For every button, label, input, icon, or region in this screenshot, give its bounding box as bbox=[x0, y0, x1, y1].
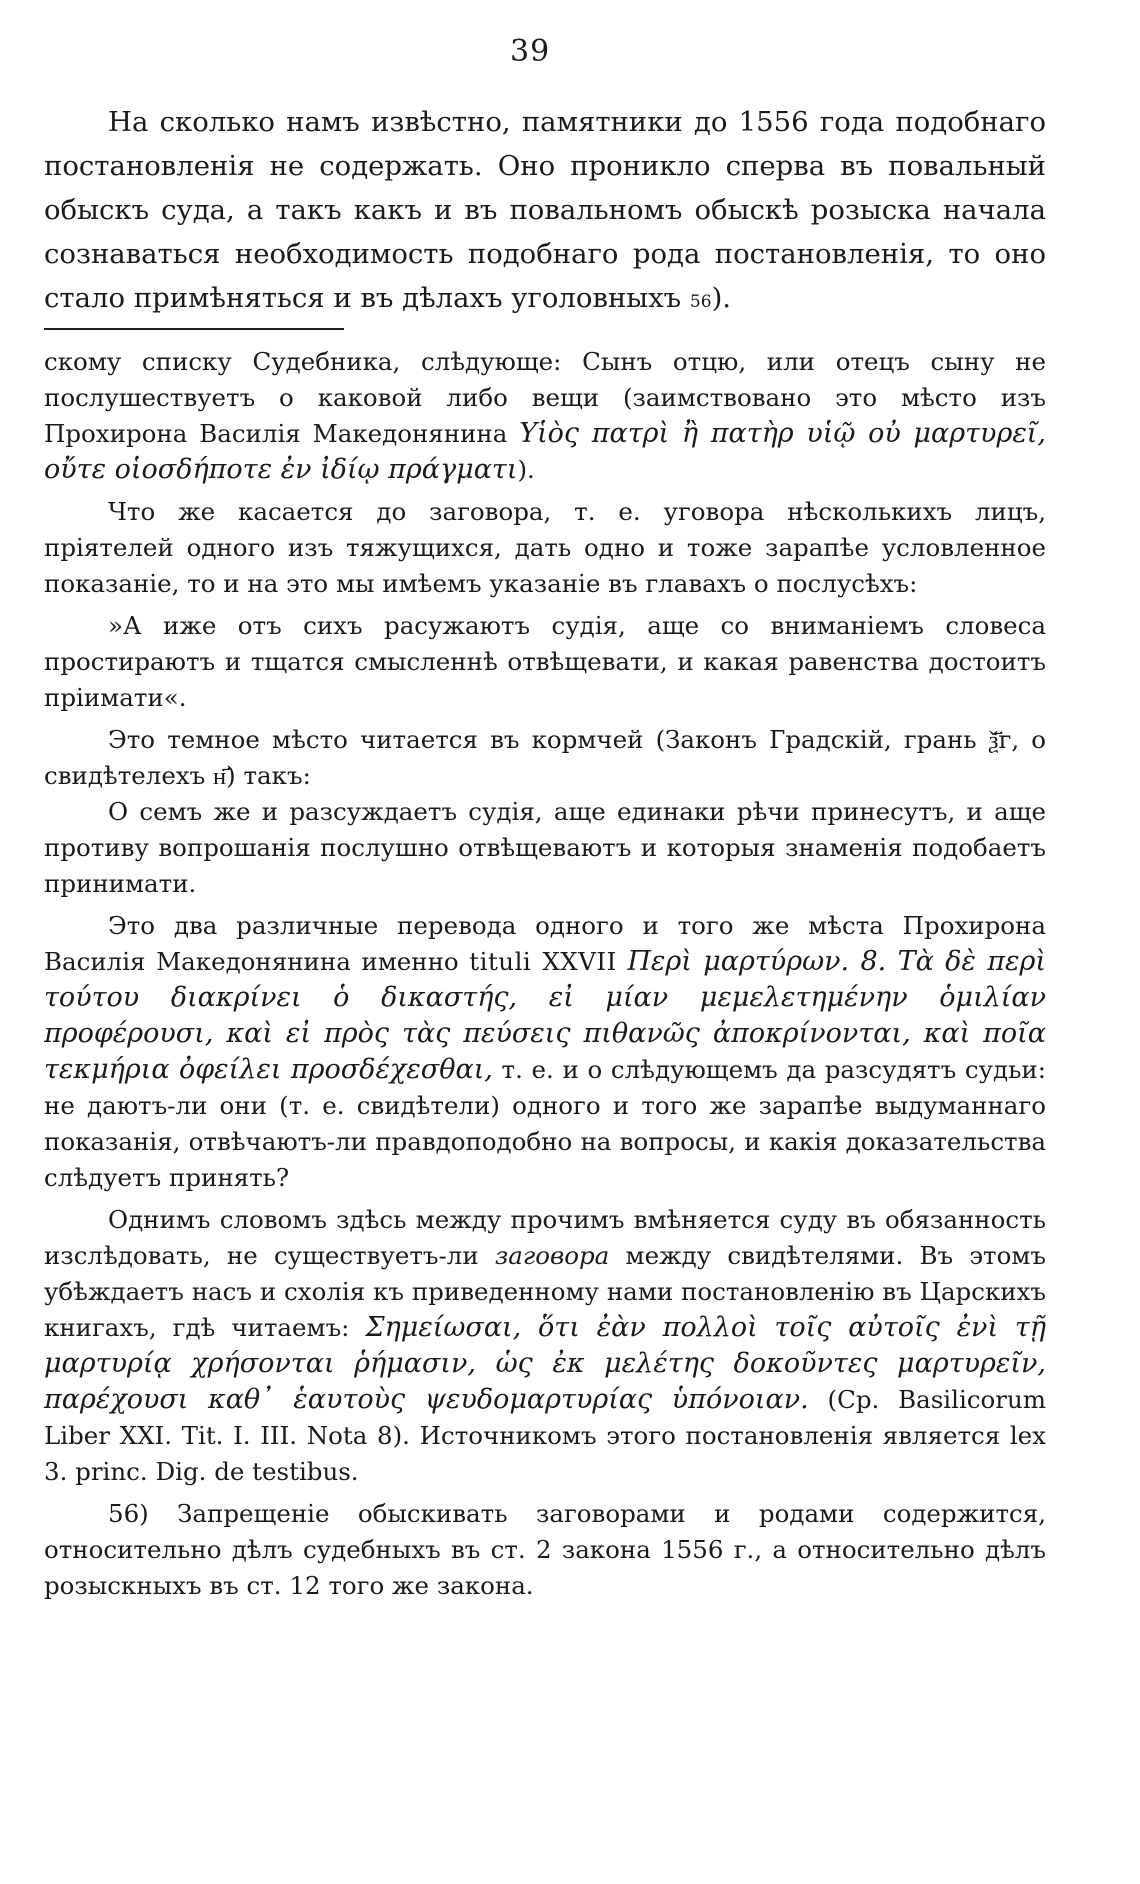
footnote-continuation bbox=[44, 344, 1046, 488]
paragraph-kormchaya bbox=[44, 722, 1046, 794]
footnote-56-label: 56) bbox=[108, 1499, 149, 1528]
page-number-text: 39 bbox=[510, 34, 551, 69]
paragraph-kormchaya-text-a: Это темное мѣсто читается въ кормчей (Законъ Градскій, грань bbox=[108, 725, 977, 754]
paragraph-translation-text-a: Это два различные перевода одного и того же мѣста Прохирона Василія Македонянина именно bbox=[44, 911, 1046, 976]
paragraph-conspiracy bbox=[44, 494, 1046, 602]
footnote-divider bbox=[44, 328, 344, 330]
paragraph-translation-text-b: т. е. и о слѣдующемъ да разсудятъ судьи: не даютъ-ли они (т. е. свидѣтели) одного и того же зарапѣе выдуманнаго показанія, отвѣчаютъ-ли правдоподобно на вопросы, и какія доказательства слѣдуетъ принять? bbox=[44, 1055, 1047, 1192]
footnote-ref-56: 56 bbox=[689, 292, 712, 312]
greek-quote-peri-martyron: Περὶ μαρτύρων. 8. Τὰ δὲ περὶ τούτου διακρίνει ὁ δικαστής, εἰ μίαν μεμελετημένην ὁμιλίαν προφέρουσι, καὶ εἰ πρὸς τὰς πεύσεις πιθανῶς ἀποκρίνονται, καὶ ποῖα τεκμήρια ὀφείλει προσδέχεσθαι, bbox=[44, 946, 1046, 1085]
main-paragraph bbox=[44, 100, 1046, 324]
paragraph-in-a-word-text-a: Однимъ словомъ здѣсь между прочимъ вмѣняется суду въ обязанность изслѣдовать, не существуетъ-ли bbox=[44, 1205, 1046, 1270]
paragraph-kormchaya-text-b: , о свидѣтелехъ bbox=[44, 725, 1046, 790]
footnote-56-text: Запрещеніе обыскивать заговорами и родами содержится, относительно дѣлъ судебныхъ въ ст. 2 закона 1556 г., а относительно дѣлъ розыскныхъ въ ст. 12 того же закона. bbox=[44, 1499, 1046, 1600]
quote-slavonic-1 bbox=[44, 608, 1046, 716]
paragraph-translation bbox=[44, 908, 1046, 1196]
footnote-continuation-end: ). bbox=[517, 455, 535, 484]
greek-quote-scholion: Σημείωσαι, ὅτι ἐὰν πολλοὶ τοῖς αὐτοῖς ἐνὶ τῇ μαρτυρίᾳ χρήσονται ῥήμασιν, ὡς ἐκ μελέτης δοκοῦντες μαρτυρεῖν, παρέχουσι καθ᾽ ἑαυτοὺς ψευδομαρτυρίας ὑπόνοιαν. bbox=[44, 1312, 1046, 1415]
slavonic-numeral-8: н҃ bbox=[213, 761, 227, 790]
page-number bbox=[510, 34, 550, 69]
footnotes bbox=[44, 344, 1046, 1604]
paragraph-in-a-word-text-c: (Ср. Basilicorum Liber XXI. Tit. I. III. Nota 8). Источникомъ этого постановленія является lex 3. princ. Dig. de testibus. bbox=[44, 1385, 1047, 1486]
paragraph-in-a-word bbox=[44, 1202, 1046, 1490]
main-text bbox=[44, 100, 1046, 324]
greek-quote-prochiron: Υἱὸς πατρὶ ἢ πατὴρ υἱῷ οὐ μαρτυρεῖ, οὔτε οἱοσδήποτε ἐν ἰδίῳ πράγματι bbox=[44, 418, 1046, 485]
main-paragraph-end: ). bbox=[711, 282, 732, 314]
quote-slavonic-2 bbox=[44, 794, 1046, 902]
main-paragraph-text: На сколько намъ извѣстно, памятники до 1556 года подобнаго постановленія не содержать. Оно проникло сперва въ повальный обыскъ суда, а такъ какъ и въ повальномъ обыскѣ розыска начала сознаваться необходимость подобнаго рода постановленія, то оно стало примѣняться и въ дѣлахъ уголовныхъ bbox=[44, 106, 1046, 314]
quote-slavonic-1-text: »А иже отъ сихъ расужаютъ судія, аще со вниманіемъ словеса простираютъ и тщатся смысленнѣ отвѣщевати, и какая равенства достоитъ пріимати«. bbox=[44, 611, 1046, 712]
italic-zagovora: заговора bbox=[494, 1241, 610, 1270]
paragraph-in-a-word-text-b: между свидѣтелями. Въ этомъ убѣждаетъ насъ и схолія къ приведенному нами постановленію въ Царскихъ книгахъ, гдѣ читаемъ: bbox=[44, 1241, 1047, 1342]
paragraph-kormchaya-text-c: ) такъ: bbox=[226, 761, 311, 790]
latin-tituli: tituli XXVII bbox=[469, 947, 617, 976]
quote-slavonic-2-text: О семъ же и разсуждаетъ судія, аще единаки рѣчи принесутъ, и аще противу вопрошанія послушно отвѣщеваютъ и которыя знаменія подобаетъ принимати. bbox=[44, 797, 1046, 898]
paragraph-conspiracy-text: Что же касается до заговора, т. е. уговора нѣсколькихъ лицъ, пріятелей одного изъ тяжущихся, дать одно и тоже зарапѣе условленное показаніе, то и на это мы имѣемъ указаніе въ главахъ о послусѣхъ: bbox=[44, 497, 1046, 598]
slavonic-numeral-63: ѯ҃г bbox=[988, 725, 1012, 754]
footnote-56 bbox=[44, 1496, 1046, 1604]
footnote-continuation-text: скому списку Судебника, слѣдующе: Сынъ отцю, или отецъ сыну не послушествуетъ о каковой либо вещи (заимствовано это мѣсто изъ Прохирона Василія Македонянина bbox=[44, 347, 1046, 448]
